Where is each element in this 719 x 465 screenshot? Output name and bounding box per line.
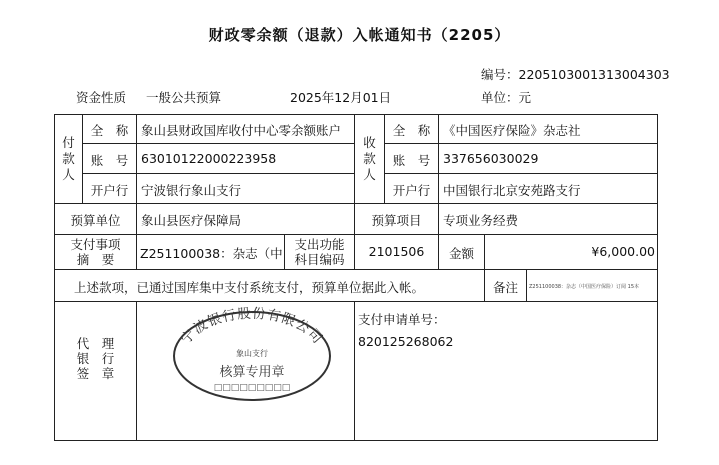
amount-value: ¥6,000.00 — [591, 244, 655, 259]
fund-nature-label: 资金性质 — [76, 90, 127, 105]
function-code-label: 支出功能 科目编码 — [294, 237, 345, 267]
payee-bank-label: 开户行 — [392, 183, 431, 198]
function-code: 2101506 — [368, 244, 425, 259]
budget-item: 专项业务经费 — [443, 213, 519, 228]
payee-account-label: 账 号 — [392, 153, 431, 168]
document-title: 财政零余额（退款）入帐通知书（2205） — [208, 26, 511, 44]
seal-code: □□□□□□□□□ — [213, 383, 291, 393]
seal-purpose: 核算专用章 — [219, 365, 285, 380]
payer-account-label: 账 号 — [90, 153, 129, 168]
serial-value: 2205103001313004303 — [518, 67, 670, 82]
seal-bank-name: 宁波银行股份有限公司 — [178, 306, 326, 348]
payee-account: 337656030029 — [443, 151, 539, 166]
payer-name-label: 全 称 — [90, 123, 129, 138]
currency-unit: 单位：元 — [481, 90, 532, 105]
payer-bank-label: 开户行 — [90, 183, 129, 198]
payer-group-label: 付 款 人 — [62, 135, 75, 182]
payee-name: 《中国医疗保险》杂志社 — [443, 123, 581, 138]
remark-label: 备注 — [492, 280, 518, 295]
payee-group-label: 收 款 人 — [363, 135, 376, 182]
issue-date: 2025年12月01日 — [290, 90, 392, 105]
payer-account: 63010122000223958 — [141, 151, 277, 166]
payer-name: 象山县财政国库收付中心零余额账户 — [141, 123, 342, 138]
amount-label: 金额 — [448, 246, 474, 261]
serial-label: 编号： — [481, 67, 519, 82]
budget-unit-label: 预算单位 — [70, 213, 121, 228]
payment-request-label: 支付申请单号： — [358, 312, 446, 327]
serial-number — [481, 65, 670, 83]
notice-text: 上述款项，已通过国库集中支付系统支付，预算单位据此入帐。 — [74, 280, 425, 295]
bank-seal-stamp — [170, 306, 334, 402]
agent-bank-sign-label: 代 理 银 行 签 章 — [76, 336, 115, 381]
payer-bank: 宁波银行象山支行 — [141, 183, 242, 198]
payee-bank: 中国银行北京安苑路支行 — [443, 183, 581, 198]
budget-item-label: 预算项目 — [371, 213, 422, 228]
seal-branch: 象山支行 — [236, 349, 268, 358]
fund-nature-value: 一般公共预算 — [146, 90, 222, 105]
budget-unit: 象山县医疗保障局 — [141, 213, 242, 228]
remark-value: Z251100038：杂志（中国医疗保险）订阅 15本 — [529, 284, 640, 290]
payment-summary-label: 支付事项 摘 要 — [70, 237, 121, 267]
payee-name-label: 全 称 — [392, 123, 431, 138]
payment-request-number: 820125268062 — [358, 334, 454, 349]
payment-summary: Z251100038：杂志（中 — [140, 246, 283, 261]
